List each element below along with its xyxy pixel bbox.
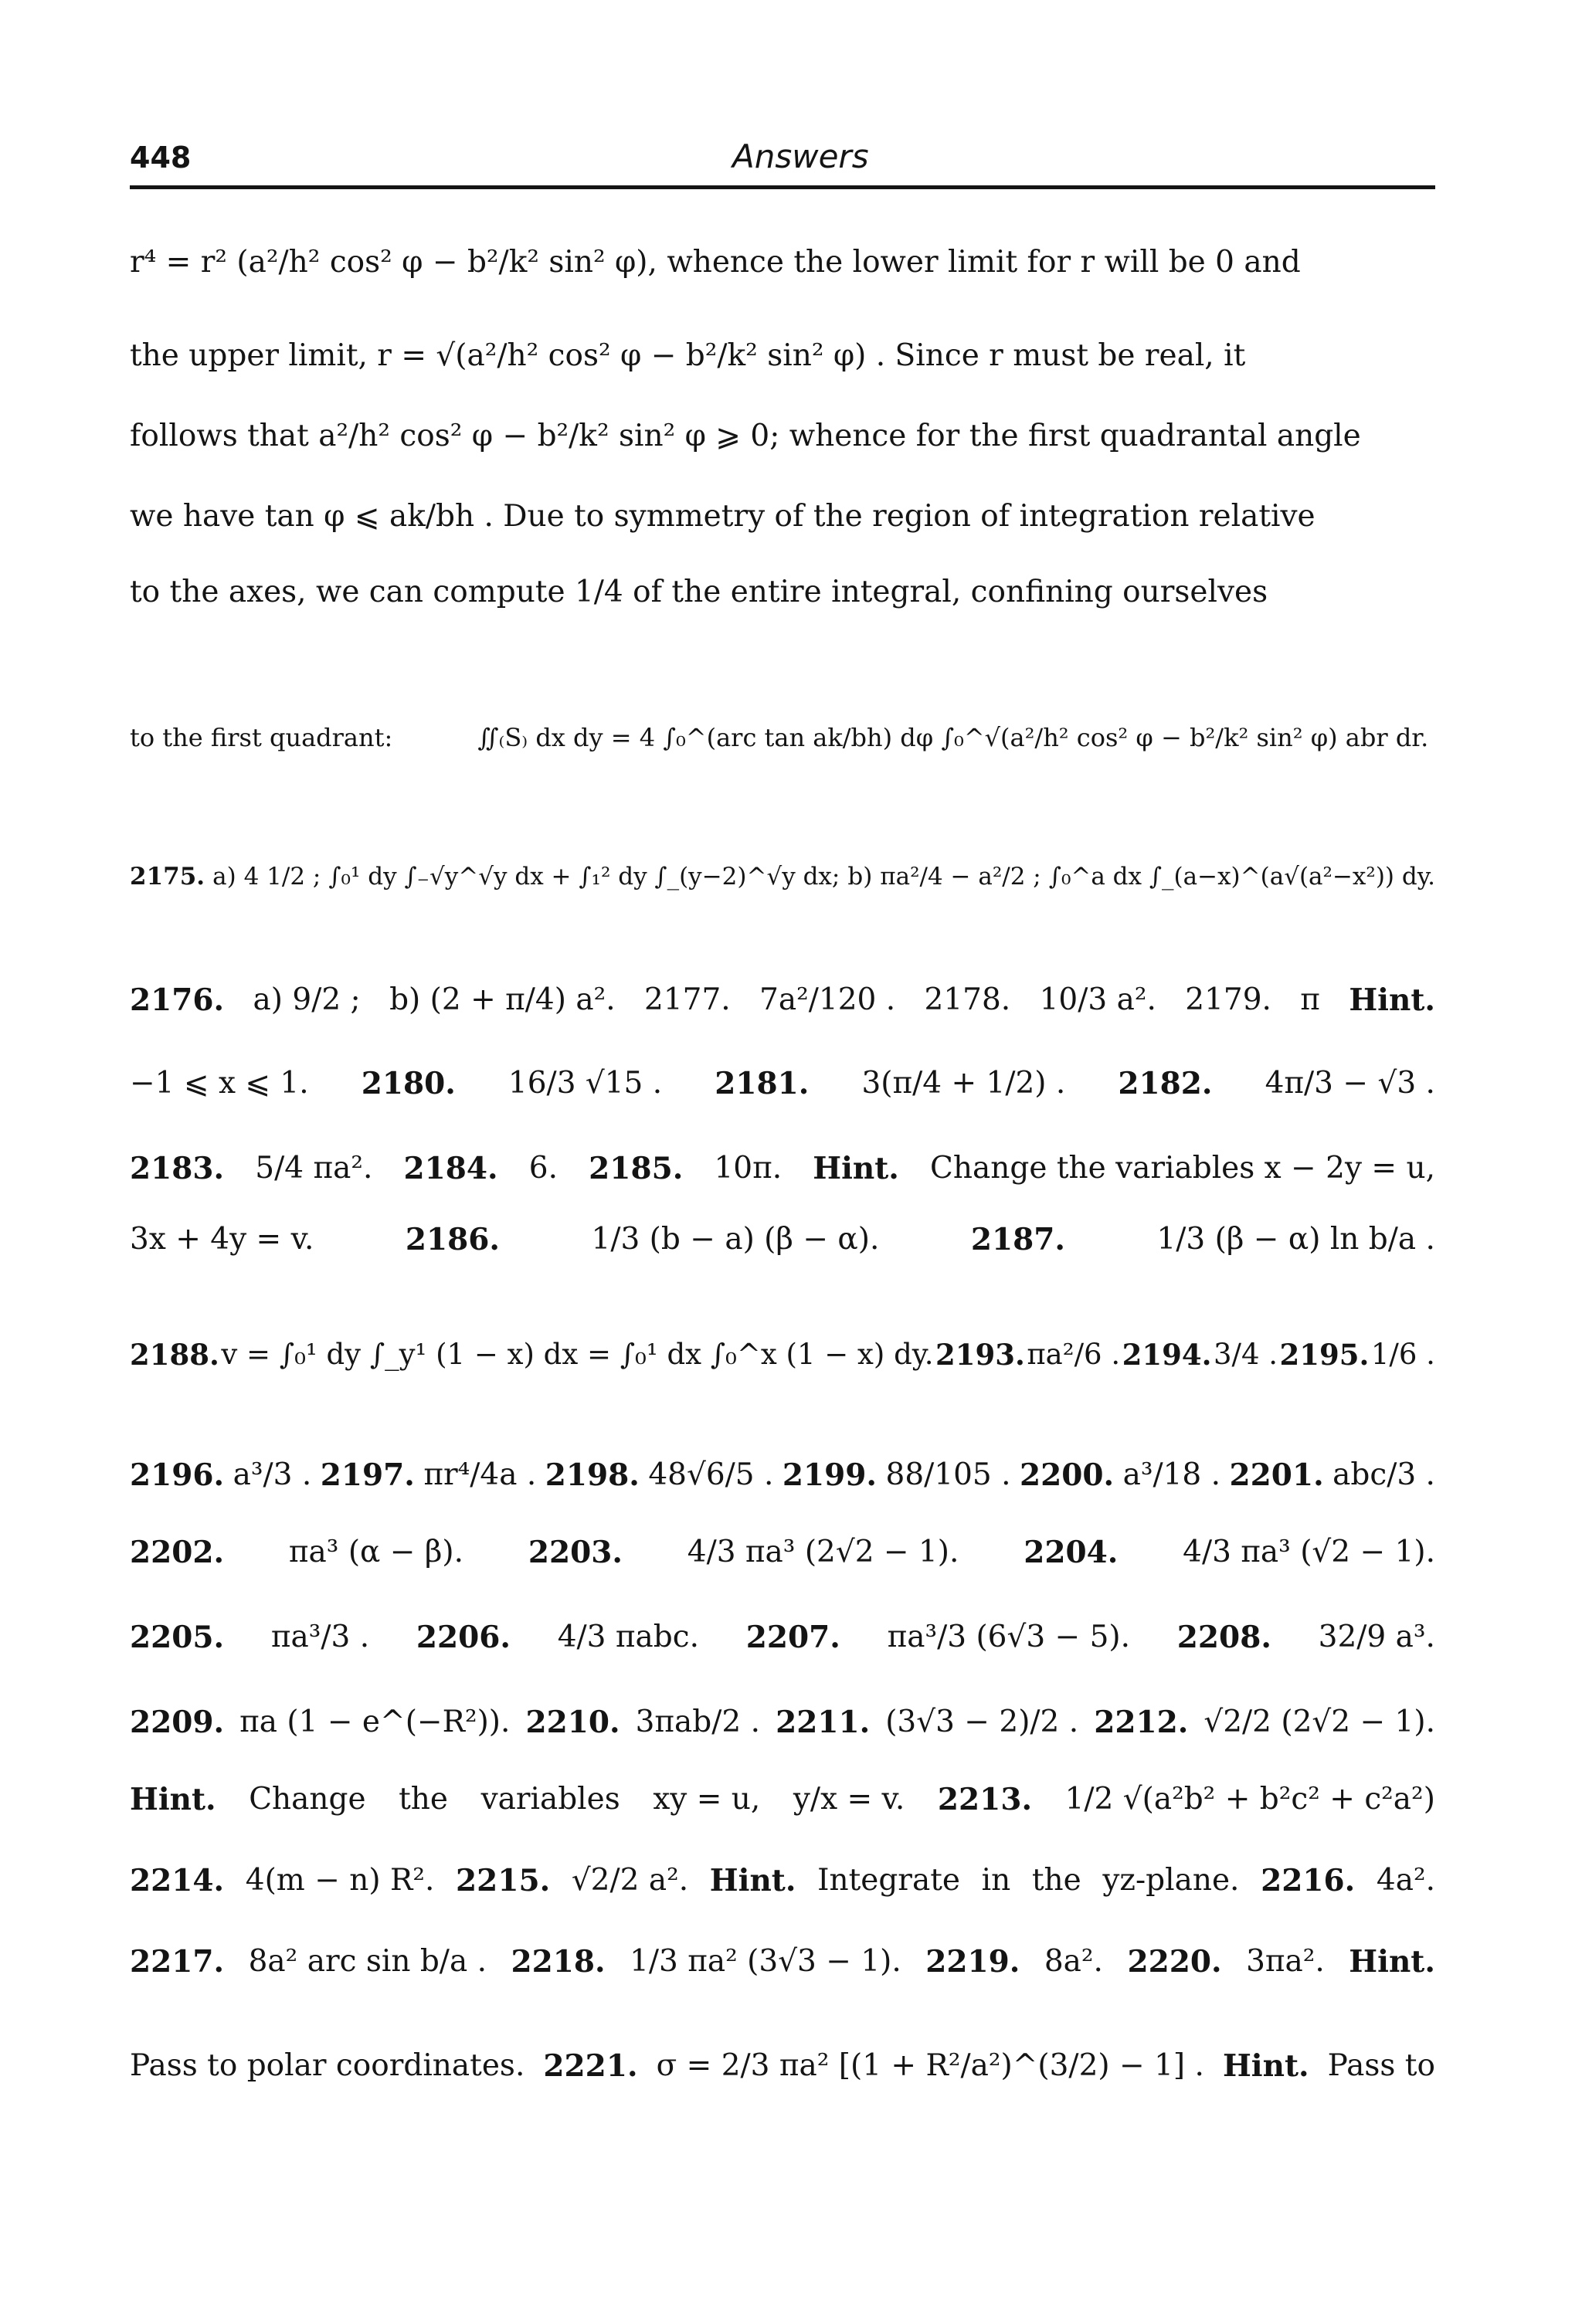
- page-header: [130, 137, 1435, 189]
- problem-number: 2202.: [130, 1535, 225, 1570]
- text-segment: 88/105 .: [885, 1457, 1011, 1492]
- text-segment: 4/3 πa³ (2√2 − 1).: [687, 1535, 959, 1569]
- text-segment: a³/3 .: [233, 1457, 312, 1492]
- text-line: [130, 1336, 1435, 1373]
- text-line: [130, 1149, 1435, 1189]
- text-segment: Pass to: [1327, 2048, 1435, 2083]
- running-title: Answers: [732, 137, 869, 175]
- text-segment: the upper limit, r = √(a²/h² cos² φ − b²/k² sin² φ) . Since r must be real, it: [130, 338, 1246, 373]
- text-segment: Change the variables x − 2y = u,: [930, 1151, 1435, 1186]
- text-segment: 1/3 πa² (3√3 − 1).: [630, 1944, 901, 1979]
- text-segment: xy = u,: [653, 1782, 761, 1817]
- text-segment: 1/3 (β − α) ln b/a .: [1156, 1222, 1435, 1257]
- problem-number: 2182.: [1118, 1066, 1213, 1101]
- text-segment: Change: [249, 1782, 366, 1817]
- problem-number: 2217.: [130, 1944, 225, 1980]
- problem-number: 2221.: [543, 2048, 638, 2084]
- problem-number: 2207.: [745, 1620, 840, 1655]
- math-expression: ∬₍S₎ dx dy = 4 ∫₀^(arc tan ak/bh) dφ ∫₀^√(a²/h² cos² φ − b²/k² sin² φ) abr dr.: [477, 723, 1429, 752]
- problem-number: 2194.: [1122, 1338, 1212, 1372]
- text-segment: in: [981, 1863, 1011, 1898]
- problem-number: 2181.: [715, 1066, 810, 1101]
- text-segment: yz-plane.: [1102, 1863, 1240, 1898]
- problem-number: 2199.: [782, 1457, 878, 1493]
- text-segment: a) 9/2 ;: [253, 982, 361, 1017]
- problem-number: 2184.: [403, 1151, 498, 1186]
- problem-number: 2198.: [545, 1457, 640, 1493]
- math-expression: σ = 2/3 πa² [(1 + R²/a²)^(3/2) − 1] .: [656, 2048, 1204, 2083]
- problem-number: 2203.: [528, 1535, 623, 1570]
- text-segment: 8a² arc sin b/a .: [248, 1944, 487, 1979]
- problem-number: 2214.: [130, 1863, 225, 1898]
- problem-number: 2201.: [1229, 1457, 1324, 1493]
- text-line: [130, 1780, 1435, 1820]
- problem-number: 2206.: [416, 1620, 511, 1655]
- text-line: [130, 337, 1435, 376]
- text-segment: √2/2 (2√2 − 1).: [1203, 1705, 1435, 1739]
- text-segment: 3(π/4 + 1/2) .: [861, 1066, 1066, 1101]
- text-segment: a³/18 .: [1122, 1457, 1221, 1492]
- text-line: [130, 417, 1435, 456]
- problem-number: 2218.: [511, 1944, 606, 1980]
- problem-number: 2188.: [130, 1338, 219, 1372]
- text-segment: abc/3 .: [1332, 1457, 1435, 1492]
- problem-number: 2211.: [776, 1705, 871, 1740]
- text-segment: 4π/3 − √3 .: [1265, 1066, 1435, 1101]
- text-line: [130, 243, 1435, 283]
- text-segment: Integrate: [817, 1863, 960, 1898]
- problem-number: 2220.: [1127, 1944, 1222, 1980]
- text-line: [130, 861, 1435, 892]
- text-segment: Pass to polar coordinates.: [130, 2048, 525, 2083]
- text-line: [130, 1456, 1435, 1495]
- text-segment: 1/3 (b − a) (β − α).: [591, 1222, 880, 1257]
- math-expression: v = ∫₀¹ dy ∫_y¹ (1 − x) dx = ∫₀¹ dx ∫₀^x (1 − x) dy.: [221, 1338, 934, 1371]
- problem-number: 2213.: [937, 1782, 1033, 1817]
- problem-number: 2180.: [361, 1066, 456, 1101]
- text-segment: 3πab/2 .: [635, 1705, 761, 1739]
- text-line: [130, 1861, 1435, 1901]
- page-number: 448: [130, 141, 192, 175]
- problem-number: 2216.: [1261, 1863, 1356, 1898]
- text-segment: to the axes, we can compute 1/4 of the entire integral, confining ourselves: [130, 575, 1268, 609]
- text-line: [130, 1064, 1435, 1104]
- text-line: [130, 573, 1435, 612]
- problem-number: 2183.: [130, 1151, 225, 1186]
- text-segment: 4a².: [1376, 1863, 1435, 1898]
- text-segment: 5/4 πa².: [255, 1151, 373, 1186]
- text-segment: 10/3 a².: [1039, 982, 1156, 1017]
- problem-number: 2209.: [130, 1705, 225, 1740]
- problem-number: 2200.: [1019, 1457, 1115, 1493]
- text-segment: −1 ⩽ x ⩽ 1.: [130, 1066, 309, 1101]
- problem-number: 2204.: [1024, 1535, 1119, 1570]
- text-segment: 32/9 a³.: [1318, 1620, 1435, 1654]
- hint-label: Hint.: [813, 1151, 899, 1186]
- text-segment: 3x + 4y = v.: [130, 1222, 314, 1257]
- text-line: [130, 722, 1435, 755]
- hint-label: Hint.: [1349, 1944, 1435, 1980]
- text-segment: r⁴ = r² (a²/h² cos² φ − b²/k² sin² φ), whence the lower limit for r will be 0 and: [130, 245, 1301, 280]
- hint-label: Hint.: [1349, 982, 1435, 1018]
- text-segment: 1/6 .: [1370, 1338, 1435, 1371]
- text-segment: 48√6/5 .: [648, 1457, 774, 1492]
- text-segment: πa²/6 .: [1027, 1338, 1121, 1371]
- math-expression: ∫₀^a dx ∫_(a−x)^(a√(a²−x²)) dy.: [1048, 863, 1435, 891]
- text-line: [130, 1533, 1435, 1573]
- problem-number: 2177.: [644, 982, 731, 1017]
- text-segment: 6.: [528, 1151, 558, 1186]
- text-segment: πa³/3 .: [270, 1620, 370, 1654]
- problem-number: 2176.: [130, 982, 225, 1018]
- problem-number: 2208.: [1176, 1620, 1271, 1655]
- text-segment: 1/2 √(a²b² + b²c² + c²a²): [1064, 1782, 1435, 1817]
- text-segment: πa³ (α − β).: [288, 1535, 464, 1569]
- text-line: [130, 981, 1435, 1020]
- problem-number: 2212.: [1094, 1705, 1189, 1740]
- text-segment: we have tan φ ⩽ ak/bh . Due to symmetry of the region of integration relative: [130, 499, 1316, 534]
- text-segment: a) 4 1/2 ;: [212, 863, 321, 891]
- text-segment: πa (1 − e^(−R²)).: [239, 1705, 511, 1739]
- hint-label: Hint.: [709, 1863, 796, 1898]
- text-segment: to the first quadrant:: [130, 723, 393, 752]
- problem-number: 2193.: [935, 1338, 1025, 1372]
- problem-number: 2178.: [924, 982, 1011, 1017]
- text-segment: the: [399, 1782, 448, 1817]
- text-segment: 3πa².: [1246, 1944, 1325, 1979]
- problem-number: 2210.: [525, 1705, 620, 1740]
- text-segment: the: [1031, 1863, 1081, 1898]
- text-line: [130, 1703, 1435, 1742]
- hint-label: Hint.: [1222, 2048, 1309, 2084]
- text-line: [130, 1942, 1435, 1982]
- hint-label: Hint.: [130, 1782, 216, 1817]
- text-segment: 4(m − n) R².: [245, 1863, 435, 1898]
- problem-number: 2186.: [405, 1222, 501, 1257]
- text-segment: b) (2 + π/4) a².: [389, 982, 616, 1017]
- text-line: [130, 497, 1435, 537]
- problem-number: 2205.: [130, 1620, 225, 1655]
- problem-number: 2196.: [130, 1457, 225, 1493]
- text-segment: (3√3 − 2)/2 .: [885, 1705, 1079, 1739]
- text-segment: πa³/3 (6√3 − 5).: [887, 1620, 1131, 1654]
- text-segment: 8a².: [1044, 1944, 1103, 1979]
- math-expression: ∫₀¹ dy ∫₋√y^√y dx + ∫₁² dy ∫_(y−2)^√y dx;: [328, 863, 840, 891]
- text-segment: √2/2 a².: [571, 1863, 689, 1898]
- text-segment: variables: [480, 1782, 620, 1817]
- text-line: [130, 1220, 1435, 1260]
- problem-number: 2179.: [1185, 982, 1271, 1017]
- text-segment: 4/3 πa³ (√2 − 1).: [1183, 1535, 1435, 1569]
- text-segment: 4/3 πabc.: [557, 1620, 699, 1654]
- text-segment: follows that a²/h² cos² φ − b²/k² sin² φ ⩾ 0; whence for the first quadrantal angle: [130, 419, 1361, 453]
- problem-number: 2175.: [130, 863, 205, 891]
- text-segment: 7a²/120 .: [759, 982, 896, 1017]
- text-line: [130, 1618, 1435, 1657]
- problem-number: 2185.: [589, 1151, 684, 1186]
- text-segment: 10π.: [714, 1151, 783, 1186]
- problem-number: 2219.: [925, 1944, 1020, 1980]
- text-segment: b) πa²/4 − a²/2 ;: [847, 863, 1041, 891]
- text-segment: 3/4 .: [1213, 1338, 1278, 1371]
- problem-number: 2215.: [456, 1863, 551, 1898]
- text-segment: π: [1300, 982, 1320, 1017]
- text-segment: y/x = v.: [793, 1782, 905, 1817]
- problem-number: 2195.: [1279, 1338, 1370, 1372]
- text-segment: πr⁴/4a .: [423, 1457, 537, 1492]
- text-segment: 16/3 √15 .: [508, 1066, 663, 1101]
- problem-number: 2197.: [320, 1457, 415, 1493]
- problem-number: 2187.: [970, 1222, 1065, 1257]
- text-line: [130, 2047, 1435, 2086]
